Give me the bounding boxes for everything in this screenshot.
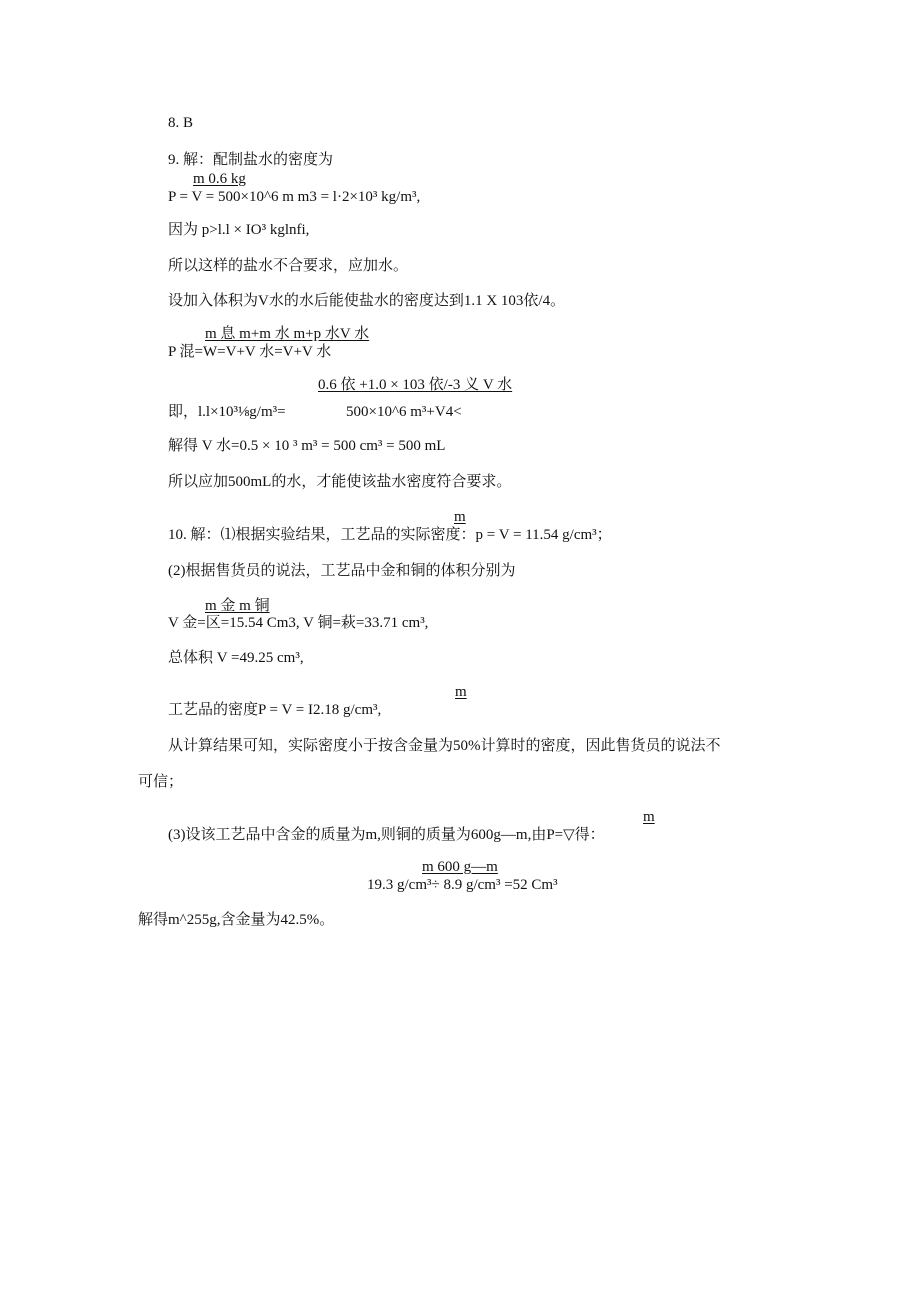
text-line: 解得 V 水=0.5 × 10 ³ m³ = 500 cm³ = 500 mL <box>168 438 446 454</box>
text-line: 解得m^255g,含金量为42.5%。 <box>138 912 335 928</box>
text-line: P = V = 500×10^6 m m3 = l·2×10³ kg/m³, <box>168 189 421 205</box>
text-line: 10. 解：⑴根据实验结果，工艺品的实际密度：p = V = 11.54 g/cm³； <box>168 527 612 543</box>
text-line: 因为 p>l.l × IO³ kglnfi, <box>168 222 310 238</box>
text-line: 即，l.l×10³⅛g/m³= <box>168 404 286 420</box>
text-line: V 金=区=15.54 Cm3, V 铜=萩=33.71 cm³, <box>168 615 429 631</box>
text-line: m <box>455 684 467 700</box>
text-line: m <box>643 809 655 825</box>
text-line: m <box>454 509 466 525</box>
text-line: m 息 m+m 水 m+p 水V 水 <box>205 326 370 342</box>
text-line: (3)设该工艺品中含金的质量为m,则铜的质量为600g—m,由P=▽得： <box>168 827 605 843</box>
text-line: 9. 解：配制盐水的密度为 <box>168 152 334 168</box>
text-line: 设加入体积为V水的水后能使盐水的密度达到1.1 X 103依/4。 <box>168 293 566 309</box>
text-line: 8. B <box>168 115 194 131</box>
text-line: 0.6 依 +1.0 × 103 依/-3 义 V 水 <box>318 377 513 393</box>
text-line: m 金 m 铜 <box>205 598 270 614</box>
text-line: 可信； <box>138 774 184 790</box>
text-line: 工艺品的密度P = V = I2.18 g/cm³, <box>168 702 382 718</box>
text-line: 从计算结果可知，实际密度小于按含金量为50%计算时的密度，因此售货员的说法不 <box>168 738 721 754</box>
text-line: (2)根据售货员的说法，工艺品中金和铜的体积分别为 <box>168 563 516 579</box>
text-line: m 600 g—m <box>422 859 498 875</box>
text-line: 总体积 V =49.25 cm³, <box>168 650 304 666</box>
text-line: 19.3 g/cm³÷ 8.9 g/cm³ =52 Cm³ <box>367 877 558 893</box>
text-line: 所以应加500mL的水，才能使该盐水密度符合要求。 <box>168 474 512 490</box>
text-line: m 0.6 kg <box>193 171 246 187</box>
text-line: P 混=W=V+V 水=V+V 水 <box>168 344 332 360</box>
text-line: 500×10^6 m³+V4< <box>346 404 462 420</box>
text-line: 所以这样的盐水不合要求，应加水。 <box>168 258 409 274</box>
